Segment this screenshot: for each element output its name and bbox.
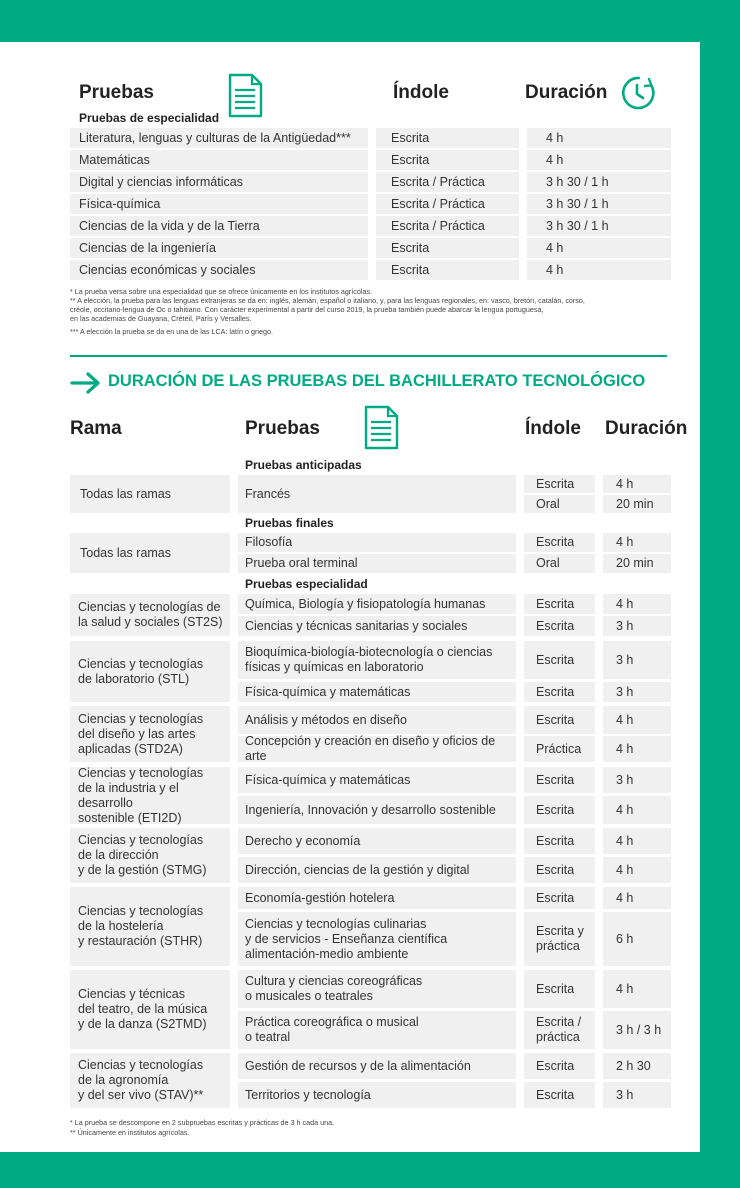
document-icon: [226, 73, 264, 124]
t1-indole-cell: Escrita: [376, 150, 519, 170]
indole-cell: [524, 682, 595, 702]
t2-subheading-anticipadas: Pruebas anticipadas: [245, 458, 362, 472]
prueba-cell: [238, 1011, 516, 1049]
duracion-cell: 4 h: [603, 828, 671, 854]
text-line: Escrita: [536, 862, 575, 877]
t2-footnote: ** Únicamente en institutos agrícolas.: [70, 1128, 190, 1137]
indole-cell: [524, 1011, 595, 1049]
prueba-cell: [238, 857, 516, 883]
duracion-cell: 4 h: [603, 736, 671, 762]
rama-cell: [70, 641, 230, 702]
duracion-cell: 3 h: [603, 682, 671, 702]
text-line: y de la gestión (STMG): [78, 863, 207, 877]
text-line: de la dirección: [78, 848, 159, 862]
prueba-cell: [238, 1053, 516, 1079]
duracion-cell: 3 h: [603, 767, 671, 793]
text-line: de la agronomía: [78, 1073, 169, 1087]
t2-header-rama: Rama: [70, 418, 122, 439]
text-line: Dirección, ciencias de la gestión y digital: [245, 862, 470, 877]
prueba-cell: [238, 912, 516, 966]
rama-cell: Todas las ramas: [70, 475, 230, 513]
text-line: Escrita: [536, 802, 575, 817]
text-line: físicas y químicas en laboratorio: [245, 660, 424, 674]
text-line: Escrita: [536, 712, 575, 727]
indole-cell: Oral: [524, 554, 595, 573]
prueba-cell: Francés: [238, 475, 516, 513]
text-line: la salud y sociales (ST2S): [78, 615, 223, 629]
duracion-cell: 2 h 30: [603, 1053, 671, 1079]
prueba-cell: [238, 887, 516, 909]
text-line: Ingeniería, Innovación y desarrollo sostenible: [245, 802, 496, 817]
t1-header-pruebas: Pruebas: [79, 82, 154, 103]
text-line: y de la danza (S2TMD): [78, 1017, 207, 1031]
rama-cell: [70, 970, 230, 1049]
text-line: Economía-gestión hotelera: [245, 890, 395, 905]
text-line: Ciencias y técnicas sanitarias y sociales: [245, 618, 468, 633]
text-line: Química, Biología y fisiopatología humanas: [245, 596, 486, 611]
t2-subheading-finales: Pruebas finales: [245, 516, 334, 530]
text-line: práctica: [536, 1030, 580, 1044]
t2-header-pruebas: Pruebas: [245, 418, 320, 439]
duracion-cell: 20 min: [603, 495, 671, 513]
prueba-cell: [238, 616, 516, 636]
clock-icon: [618, 74, 658, 117]
text-line: Ciencias y tecnologías de: [78, 600, 221, 614]
rama-cell: [70, 767, 230, 824]
duracion-cell: 4 h: [603, 706, 671, 734]
text-line: de la hostelería: [78, 919, 164, 933]
text-line: y de servicios - Enseñanza científica: [245, 931, 448, 946]
prueba-cell: [238, 706, 516, 734]
text-line: del teatro, de la música: [78, 1002, 208, 1016]
indole-cell: [524, 1082, 595, 1108]
indole-cell: [524, 857, 595, 883]
bottom-green-band: [0, 1152, 740, 1188]
text-line: Escrita: [536, 981, 575, 996]
indole-cell: Oral: [524, 495, 595, 513]
indole-cell: [524, 828, 595, 854]
t1-indole-cell: Escrita / Práctica: [376, 216, 519, 236]
t1-indole-cell: Escrita / Práctica: [376, 172, 519, 192]
t1-footnote: *** A elección la prueba se da en una de las LCA: latín o griego.: [70, 327, 273, 336]
indole-cell: [524, 706, 595, 734]
rama-cell: [70, 1053, 230, 1108]
t2-header-duracion: Duración: [605, 418, 688, 439]
t2-subheading-especialidad: Pruebas especialidad: [245, 577, 368, 591]
prueba-cell: [238, 767, 516, 793]
duracion-cell: 4 h: [603, 857, 671, 883]
text-line: Derecho y economía: [245, 833, 361, 848]
text-line: Ciencias y tecnologías culinarias: [245, 916, 427, 931]
text-line: práctica: [536, 939, 580, 953]
duracion-cell: 4 h: [603, 475, 671, 493]
text-line: Escrita y: [536, 924, 584, 938]
text-line: Ciencias y tecnologías: [78, 833, 204, 847]
prueba-cell: [238, 970, 516, 1008]
t1-duracion-cell: 4 h: [527, 150, 671, 170]
arrow-right-icon: [70, 371, 102, 400]
text-line: Escrita: [536, 1058, 575, 1073]
rama-cell: [70, 594, 230, 636]
duracion-cell: 3 h / 3 h: [603, 1011, 671, 1049]
duracion-cell: 4 h: [603, 594, 671, 614]
text-line: Ciencias y tecnologías: [78, 711, 204, 726]
text-line: Gestión de recursos y de la alimentación: [245, 1058, 471, 1073]
text-line: del diseño y las artes: [78, 726, 196, 741]
duracion-cell: 4 h: [603, 970, 671, 1008]
t1-footnote: en las academias de Guayana, Créteil, París y Versalles.: [70, 314, 252, 323]
prueba-cell: [238, 1082, 516, 1108]
text-line: Física-química y matemáticas: [245, 684, 411, 699]
duracion-cell: 4 h: [603, 887, 671, 909]
rama-cell: Todas las ramas: [70, 533, 230, 573]
indole-cell: [524, 767, 595, 793]
t1-duracion-cell: 4 h: [527, 128, 671, 148]
text-line: o teatral: [245, 1030, 291, 1044]
t1-prueba-cell: Matemáticas: [70, 150, 368, 170]
t1-duracion-cell: 4 h: [527, 238, 671, 258]
section-title: DURACIÓN DE LAS PRUEBAS DEL BACHILLERATO TECNOLÓGICO: [108, 372, 646, 390]
t1-prueba-cell: Ciencias de la vida y de la Tierra: [70, 216, 368, 236]
text-line: Práctica coreográfica o musical: [245, 1015, 419, 1029]
text-line: Bioquímica-biología-biotecnología o ciencias: [245, 645, 493, 659]
indole-cell: [524, 616, 595, 636]
t1-prueba-cell: Literatura, lenguas y culturas de la Antigüedad***: [70, 128, 368, 148]
prueba-cell: [238, 594, 516, 614]
prueba-cell: [238, 736, 516, 762]
prueba-cell: Prueba oral terminal: [238, 554, 516, 573]
indole-cell: [524, 970, 595, 1008]
duracion-cell: 3 h: [603, 616, 671, 636]
text-line: sostenible (ETI2D): [78, 810, 182, 825]
text-line: Escrita: [536, 596, 575, 611]
text-line: Ciencias y tecnologías: [78, 656, 204, 671]
text-line: Práctica: [536, 741, 582, 756]
duracion-cell: 4 h: [603, 796, 671, 824]
t1-prueba-cell: Ciencias de la ingeniería: [70, 238, 368, 258]
indole-cell: Escrita: [524, 533, 595, 552]
text-line: alimentación-medio ambiente: [245, 946, 409, 961]
text-line: aplicadas (STD2A): [78, 741, 183, 756]
duracion-cell: 3 h: [603, 1082, 671, 1108]
t1-prueba-cell: Física-química: [70, 194, 368, 214]
text-line: Cultura y ciencias coreográficas: [245, 974, 423, 988]
text-line: Física-química y matemáticas: [245, 772, 411, 787]
text-line: Ciencias y tecnologías: [78, 765, 204, 780]
indole-cell: [524, 1053, 595, 1079]
text-line: y del ser vivo (STAV)**: [78, 1088, 204, 1102]
text-line: y restauración (STHR): [78, 934, 203, 948]
t1-prueba-cell: Digital y ciencias informáticas: [70, 172, 368, 192]
text-line: Escrita: [536, 833, 575, 848]
indole-cell: [524, 887, 595, 909]
t1-subheading: Pruebas de especialidad: [79, 111, 220, 125]
t1-header-duracion: Duración: [525, 82, 608, 103]
text-line: Escrita: [536, 890, 575, 905]
duracion-cell: 3 h: [603, 641, 671, 679]
text-line: Ciencias y tecnologías: [78, 1058, 204, 1072]
section-divider: [70, 355, 667, 357]
t1-footnote: ** A elección, la prueba para las lenguas extranjeras se da en: inglés, alemán, español o italiano, y, para las lenguas regionales, en: vasco, bretón, catalán, corso,: [70, 296, 585, 305]
document-icon: [362, 405, 400, 456]
text-line: Concepción y creación en diseño y oficios de arte: [245, 734, 496, 763]
rama-cell: [70, 706, 230, 762]
duracion-cell: 20 min: [603, 554, 671, 573]
prueba-cell: [238, 796, 516, 824]
text-line: de la industria y el desarrollo: [78, 780, 179, 810]
t1-indole-cell: Escrita / Práctica: [376, 194, 519, 214]
t1-indole-cell: Escrita: [376, 238, 519, 258]
t1-footnote: * La prueba versa sobre una especialidad que se ofrece únicamente en los institutos agrícolas.: [70, 287, 373, 296]
text-line: Territorios y tecnología: [245, 1087, 371, 1102]
text-line: Escrita: [536, 684, 575, 699]
t1-header-indole: Índole: [393, 82, 449, 103]
text-line: Ciencias y tecnologías: [78, 904, 204, 918]
t1-duracion-cell: 3 h 30 / 1 h: [527, 216, 671, 236]
prueba-cell: [238, 828, 516, 854]
indole-cell: [524, 796, 595, 824]
prueba-cell: Filosofía: [238, 533, 516, 552]
t1-footnote: créole, occitano-lengua de Oc o tahitiano. Con carácter experimental a partir del curso 2019, la prueba también puede abarcar la lengua portuguesa,: [70, 305, 544, 314]
text-line: Escrita: [536, 618, 575, 633]
indole-cell: [524, 641, 595, 679]
t1-prueba-cell: Ciencias económicas y sociales: [70, 260, 368, 280]
t1-duracion-cell: 4 h: [527, 260, 671, 280]
rama-cell: [70, 887, 230, 966]
text-line: Escrita /: [536, 1015, 582, 1029]
indole-cell: [524, 594, 595, 614]
rama-cell: [70, 828, 230, 883]
text-line: de laboratorio (STL): [78, 671, 190, 686]
t2-header-indole: Índole: [525, 418, 581, 439]
text-line: Análisis y métodos en diseño: [245, 712, 407, 727]
top-green-band: [0, 0, 740, 42]
prueba-cell: [238, 682, 516, 702]
t1-indole-cell: Escrita: [376, 260, 519, 280]
indole-cell: [524, 736, 595, 762]
t2-footnote: * La prueba se descompone en 2 subpruebas escritas y prácticas de 3 h cada una.: [70, 1118, 335, 1127]
text-line: Escrita: [536, 652, 575, 667]
duracion-cell: 6 h: [603, 912, 671, 966]
indole-cell: [524, 912, 595, 966]
duracion-cell: 4 h: [603, 533, 671, 552]
indole-cell: Escrita: [524, 475, 595, 493]
text-line: Ciencias y técnicas: [78, 987, 185, 1001]
t1-duracion-cell: 3 h 30 / 1 h: [527, 194, 671, 214]
text-line: Escrita: [536, 1087, 575, 1102]
t1-indole-cell: Escrita: [376, 128, 519, 148]
text-line: o musicales o teatrales: [245, 989, 373, 1003]
prueba-cell: [238, 641, 516, 679]
t1-duracion-cell: 3 h 30 / 1 h: [527, 172, 671, 192]
text-line: Escrita: [536, 772, 575, 787]
right-green-band: [700, 0, 740, 1188]
